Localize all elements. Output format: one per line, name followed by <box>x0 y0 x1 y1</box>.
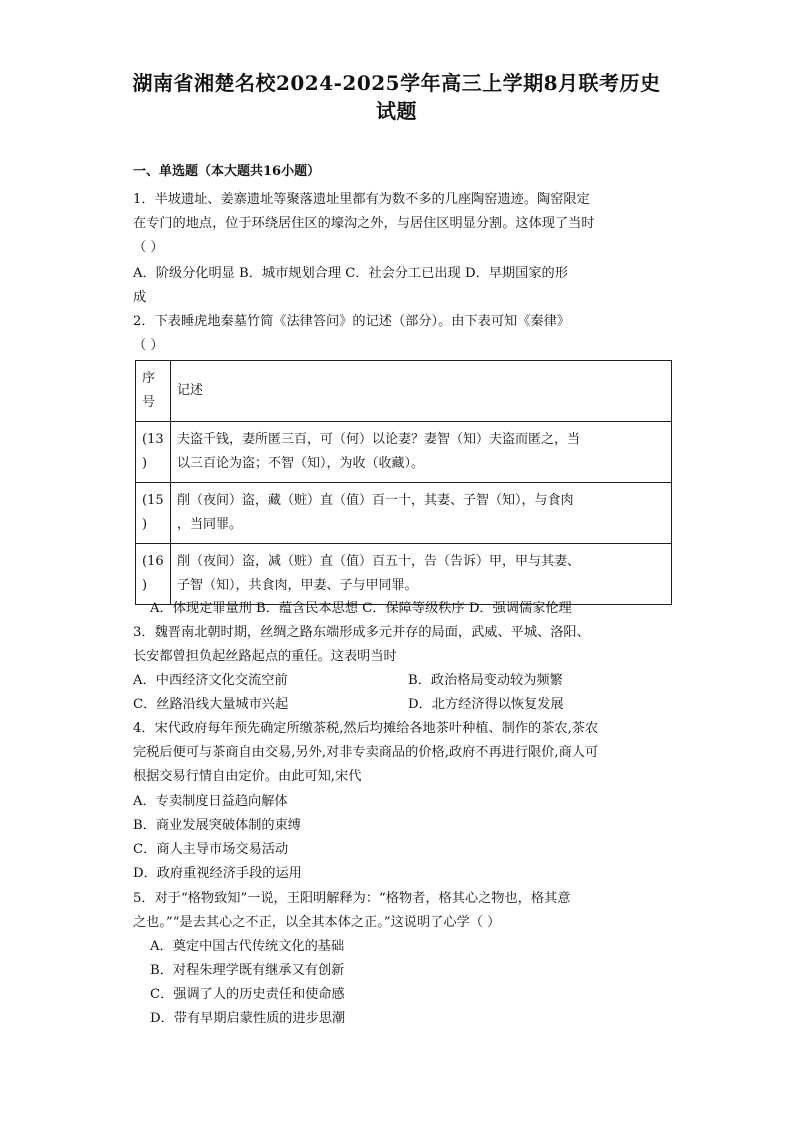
q1-options-wrap: 成 <box>133 290 147 305</box>
table-row <box>136 544 672 605</box>
table-row <box>136 483 672 544</box>
q2-table <box>135 360 672 605</box>
q5-text-line: 5．对于“格物致知”一说，王阳明解释为：“格物者，格其心之物也，格其意 <box>133 891 571 906</box>
q5-option-b: B．对程朱理学既有继承又有创新 <box>150 963 345 978</box>
q3-option-d: D．北方经济得以恢复发展 <box>408 697 564 712</box>
q2-text-line: （ ） <box>133 338 164 353</box>
q4-text-line: 完税后便可与茶商自由交易,另外,对非专卖商品的价格,政府不再进行限价,商人可 <box>133 745 599 760</box>
q4-option-a: A．专卖制度日益趋向解体 <box>133 794 288 809</box>
table-cell-text: 削（夜间）盗，减（赃）直（值）百五十，告（告诉）甲，甲与其妻、 子智（知），共食肉，甲妻、子与甲同罪。 <box>171 544 672 605</box>
q1-text-line: 在专门的地点，位于环绕居住区的壕沟之外，与居住区明显分割。这体现了当时 <box>133 216 595 231</box>
section-heading: 一、单选题（本大题共16小题） <box>133 164 321 179</box>
q2-text-line: 2．下表睡虎地秦墓竹简《法律答问》的记述（部分）。由下表可知《秦律》 <box>133 314 570 329</box>
q1-text-line: （ ） <box>133 240 164 255</box>
q1-options: A．阶级分化明显 B．城市规划合理 C．社会分工已出现 D．早期国家的形 <box>133 266 568 281</box>
q3-text-line: 3．魏晋南北朝时期，丝绸之路东端形成多元并存的局面，武威、平城、洛阳、 <box>133 625 590 640</box>
q3-option-a: A．中西经济文化交流空前 <box>133 673 288 688</box>
q5-text-line: 之也。”“是去其心之不正，以全其本体之正。”这说明了心学（ ） <box>133 915 501 930</box>
q5-option-c: C．强调了人的历史责任和使命感 <box>150 987 345 1002</box>
q3-option-b: B．政治格局变动较为频繁 <box>408 673 563 688</box>
document-title-line-1: 湖南省湘楚名校2024-2025学年高三上学期8月联考历史 <box>132 71 661 95</box>
table-row <box>136 422 672 483</box>
q4-option-b: B．商业发展突破体制的束缚 <box>133 818 301 833</box>
q2-options: A．体现定罪量刑 B．蕴含民本思想 C．保障等级秩序 D．强调儒家伦理 <box>150 601 572 616</box>
q3-option-c: C．丝路沿线大量城市兴起 <box>133 697 289 712</box>
q5-option-a: A．奠定中国古代传统文化的基础 <box>150 939 345 954</box>
document-title-line-2: 试题 <box>376 99 417 123</box>
table-header-row <box>136 361 672 422</box>
q4-option-d: D．政府重视经济手段的运用 <box>133 866 302 881</box>
q5-option-d: D．带有早期启蒙性质的进步思潮 <box>150 1011 346 1026</box>
table-header-text: 记述 <box>171 361 672 422</box>
q3-text-line: 长安都曾担负起丝路起点的重任。这表明当时 <box>133 649 397 664</box>
q1-text-line: 1．半坡遗址、姜寨遗址等聚落遗址里都有为数不多的几座陶窑遗迹。陶窑限定 <box>133 192 590 207</box>
table-cell-text: 削（夜间）盗，藏（赃）直（值）百一十，其妻、子智（知），与食肉 ，当同罪。 <box>171 483 672 544</box>
q4-text-line: 根据交易行情自由定价。由此可知,宋代 <box>133 769 362 784</box>
table-cell-no: (15 ) <box>136 483 171 544</box>
table-header-no: 序 号 <box>136 361 171 422</box>
table-cell-no: (13 ) <box>136 422 171 483</box>
q4-text-line: 4．宋代政府每年预先确定所缴茶税,然后均摊给各地茶叶种植、制作的茶农,茶农 <box>133 721 599 736</box>
q4-option-c: C．商人主导市场交易活动 <box>133 842 289 857</box>
table-cell-no: (16 ) <box>136 544 171 605</box>
table-cell-text: 夫盗千钱，妻所匿三百，可（何）以论妻？妻智（知）夫盗而匿之，当 以三百论为盗；不智（知），为收（收藏）。 <box>171 422 672 483</box>
